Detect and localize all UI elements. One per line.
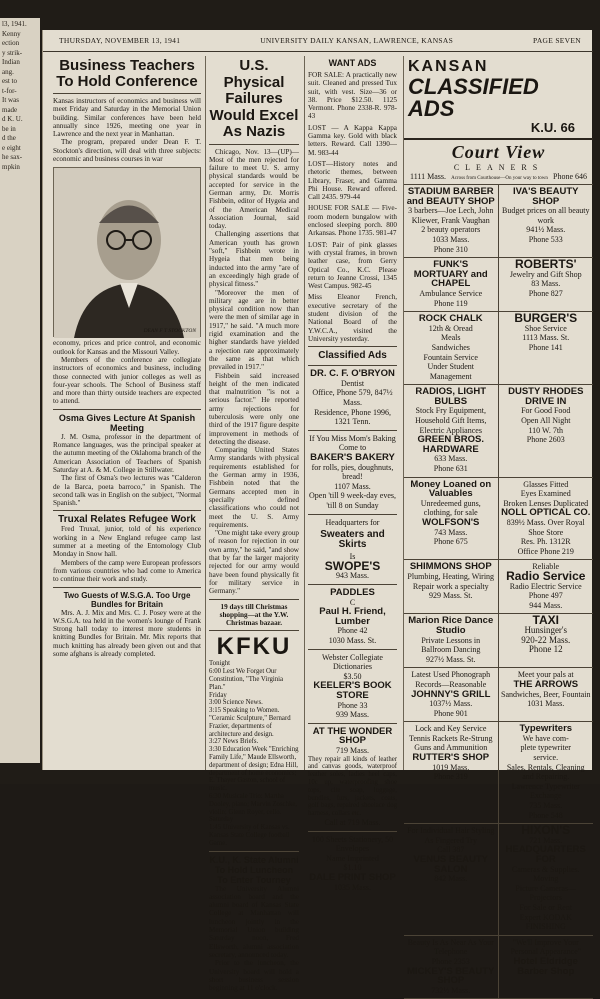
- portrait-illustration: [54, 168, 200, 338]
- christmas-notice: 19 days till Christmas shopping—at the Y.W. Christmas bazaar.: [219, 602, 289, 628]
- ad-rock: [404, 312, 499, 385]
- ad-line: Phone 631: [433, 464, 468, 474]
- ad-line: Hunsinger's: [524, 624, 568, 635]
- ad-bakers-bakery: [308, 434, 397, 511]
- body-text: Prior to the luncheon, the University board will hold a short business session beginning at 11 o'clock.: [209, 959, 299, 993]
- ad-paddles: [308, 588, 397, 646]
- ad-line: As Fingered Try: [424, 835, 477, 845]
- want-ads-list: [308, 71, 397, 343]
- ad-line: 927½ Mass. St.: [425, 654, 476, 664]
- want-ad-item: FOR SALE: A practically new suit. Cleaned and pressed Tux suit, with vest. Size—36 or 38. Price $12.50. 1125 Vermont. Phone 2338-R. 978-43: [308, 71, 397, 121]
- ad-line: AT THE WONDER SHOP: [312, 725, 393, 747]
- ad-venus: [404, 824, 499, 936]
- ad-line: 1037½ Mass.: [429, 699, 473, 709]
- strip-text: Indian: [2, 58, 20, 66]
- ad-line: Typewriters: [519, 723, 573, 735]
- ad-line: 12th & Oread: [428, 323, 473, 333]
- ad-line: Is: [349, 552, 356, 562]
- ad-line: Phone 901: [433, 708, 468, 718]
- body-text: Kansas instructors of economics and business will meet Friday and Saturday in the Memorial Union building. Similar conferences have been held annually since 1926, meeting one year in Lawrence and the next year in Manhattan.: [53, 97, 201, 139]
- news-and-wantads-column: [205, 56, 400, 993]
- ad-line: Phone 319: [433, 772, 468, 782]
- ad-reliable: [499, 560, 594, 614]
- ad-line: TAXI: [532, 613, 559, 628]
- ad-line: 943 Mass.: [336, 571, 369, 581]
- ad-line: $1.10: [343, 863, 362, 873]
- strip-text: made: [2, 105, 18, 114]
- ad-line: Phone 2353: [431, 956, 470, 966]
- ad-line: FUNK'S MORTUARY and CHAPEL: [413, 259, 488, 290]
- ad-line: VENUS BEAUTY SALON: [413, 854, 488, 875]
- ad-line: JOHNNY'S GRILL: [411, 688, 491, 700]
- header-date: THURSDAY, NOVEMBER 13, 1941: [59, 36, 181, 45]
- ad-line: HIXON'S: [521, 823, 571, 838]
- ad-line: 944 Mass.: [529, 600, 563, 610]
- ad-line: Open All Night: [521, 416, 571, 426]
- ad-line: ROCK CHALK: [418, 313, 483, 325]
- ad-marion: [404, 614, 499, 668]
- ad-line: 83 Mass.: [531, 279, 561, 289]
- ad-line: Phone 2603: [526, 435, 565, 445]
- ad-line: 1113 Mass. St.: [522, 333, 570, 343]
- want-ads-title: WANT ADS: [328, 58, 377, 68]
- ad-line: Phone 497: [528, 591, 563, 601]
- ad-line: Money Loaned on Valuables: [410, 478, 492, 500]
- ad-line: Ambulance Service: [419, 288, 483, 298]
- body-text: Challenging assertions that American youth has grown "soft," Fishbein wrote in Hygeia that men being inducted into the army "are of an exceedingly high grade of physical fitness.": [209, 230, 299, 289]
- want-ad-item: LOST — A Kappa Kappa Gamma key. Gold with black letters. Reward. Call 1390—M. 983-44: [308, 123, 397, 157]
- ad-line: 719 Mass.: [336, 745, 369, 755]
- body-text: The first of Osma's two lectures was "Calderon de la Barca, poeta barroco," in Spanish. The second talk was in English on the subject, "Normal Spanish.": [53, 474, 201, 508]
- ad-line: Open 'till 9 week-day eves,: [309, 491, 396, 501]
- ad-line: Phone 141: [528, 342, 563, 352]
- ad-line: 1030 Mass. St.: [328, 636, 377, 646]
- ad-noll: [499, 478, 594, 561]
- ad-line: $3.50: [343, 671, 362, 681]
- ad-dale-print-shop: [308, 835, 397, 893]
- ad-line: 743 Mass.: [434, 527, 468, 537]
- ad-line: 3 barbers—Joe Lech, John Kliewer, Frank Vaughan: [408, 206, 494, 225]
- news-column-left: [53, 56, 201, 770]
- headline-alumni-luncheon: K.U., K. State Alumni To Hold Luncheon To Enter Tourney: [209, 854, 299, 885]
- ad-line: Paul H. Friend, Lumber: [319, 606, 386, 627]
- body-text: economy, prices and price control, and economic outlook for Kansas and the Missouri Valley.: [53, 339, 201, 356]
- ad-line: Phone 42: [337, 626, 368, 636]
- ad-line: 100 Sheets Stationery, 50 Envelopes: [311, 834, 394, 854]
- ad-line: CLEANERS: [453, 163, 544, 172]
- ad-line: Hotel Eldridge Barber Shop: [513, 955, 578, 977]
- body-text: J. M. Osma, professor in the department of Romance languages, was the principal speaker at the autumn meeting of the Oklahoma branch of the American Association of Teachers of Spanish Saturday at A. & M. College in Stillwater.: [53, 432, 201, 474]
- photo-caption: DEAN F T STOCKTON: [143, 328, 196, 335]
- ad-line: Shoe Service: [524, 323, 567, 333]
- kansan-label: KANSAN: [408, 58, 489, 75]
- ad-line: Res. Ph. 1312R: [520, 537, 571, 547]
- want-ad-item: Miss Eleanor French, executive secretary of the student division of the National Board of the Y.W.C.A., visited the University yesterday.: [308, 293, 397, 343]
- ad-line: Radio Service: [506, 568, 586, 583]
- ad-dusty: [499, 385, 594, 477]
- ad-stadium: [404, 185, 499, 258]
- ad-ivas: [499, 185, 594, 258]
- ad-hixons: [499, 824, 594, 936]
- ad-line: Court View: [451, 142, 546, 162]
- ad-line: IVA'S BEAUTY SHOP: [513, 186, 579, 207]
- ad-line: Guns and Ammunition: [414, 743, 488, 753]
- ad-line: Jewelry and Gift Shop: [509, 269, 582, 279]
- want-ad-item: LOST—History notes and rhetoric themes, between Library, Fraser, and Gamma Phi House. Reward offered. Call 2435. 979-44: [308, 159, 397, 202]
- ad-line: Repair work a specialty: [412, 581, 489, 591]
- classified-label: CLASSIFIED ADS: [408, 74, 539, 121]
- ad-line: ROBERTS': [514, 257, 577, 272]
- ad-radios: [404, 385, 499, 477]
- ad-money: [404, 478, 499, 561]
- ad-taxi: [499, 614, 594, 668]
- ad-latest: [404, 668, 499, 722]
- ad-line: DALE PRINT SHOP: [309, 871, 396, 883]
- strip-text: mpkin: [2, 162, 20, 171]
- body-text: The program, prepared under Dean F. T. Stockton's direction, will deal with three subjects: economic and business courses in war: [53, 138, 201, 164]
- ad-line: Across from Courthouse—On your way to town: [451, 176, 548, 181]
- ad-line: Broken Lenses Duplicated: [503, 498, 589, 508]
- ad-line: Picture Cameras—Projectors: [515, 883, 577, 903]
- kfku-title: KFKU: [216, 633, 292, 661]
- ad-line: WOLFSON'S: [422, 517, 480, 528]
- ad-line: Unredeemed guns, clothing, for sale: [420, 498, 481, 518]
- ad-typewriters: [499, 722, 594, 824]
- ad-line: For Individual Hair Styling: [407, 826, 495, 836]
- ad-line: BURGER'S: [514, 311, 578, 326]
- ad-line: Fountain Service: [423, 352, 478, 362]
- ad-line: 2 beauty operators: [421, 225, 481, 235]
- headline-business-teachers: Business Teachers To Hold Conference: [56, 57, 198, 90]
- strip-text: d the: [2, 134, 16, 142]
- headline-physical-failures: U.S. Physical Failures Would Excel As Nazis: [209, 57, 299, 140]
- ad-hotel: [499, 936, 594, 999]
- ad-line: for rolls, pies, doughnuts, bread!: [311, 462, 394, 482]
- want-ad-item: HOUSE FOR SALE — Five-room modern bungalow with enclosed sleeping porch. 800 Arkansas. Phone 1735. 981-47: [308, 204, 397, 238]
- body-text: Chicago, Nov. 13—(UP)—Most of the men rejected for failure to meet U. S. army physical standards would be accepted for service in the German army, Dr. Morris Fishbein, editor of Hygeia and of the American Medical Association Journal, said today.: [209, 147, 299, 231]
- newspaper-page: [42, 30, 592, 995]
- body-text: Members of the camp were European professors from various countries who had come to America to continue their work and study.: [53, 558, 201, 584]
- classified-grid: [404, 185, 593, 999]
- ad-line: Sandwiches, Beer, Fountain: [501, 689, 591, 699]
- ad-line: We have com-: [522, 733, 569, 743]
- strip-text: ection: [2, 39, 20, 47]
- classified-ads-title: Classified Ads: [318, 350, 387, 362]
- ad-line: 941½ Mass.: [526, 225, 566, 235]
- ad-court-view-cleaners: [404, 140, 593, 185]
- ad-line: Phone 119: [433, 298, 468, 308]
- want-ad-item: LOST: Pair of pink glasses with crystal frames, in brown leather case, from Gerry Optical Co., K.C. Please return to Jeanne Crossi, 1345 West Campus. 982-45: [308, 240, 397, 291]
- ad-line: SWOPE'S: [324, 558, 381, 573]
- ku-phone: K.U. 66: [530, 120, 575, 135]
- ad-line: Phone 33: [337, 700, 368, 710]
- strip-text: l3, 1941.: [2, 20, 27, 28]
- ad-burgers: [499, 312, 594, 385]
- ad-line: Tennis Rackets Re-Strung: [409, 733, 493, 743]
- header-masthead: UNIVERSITY DAILY KANSAN, LAWRENCE, KANSAS: [260, 36, 454, 45]
- ad-line: Webster Collegiate Dictionaries: [322, 652, 383, 672]
- ad-line: Residence, Phone 1996, 1321 Tenn.: [314, 407, 391, 427]
- ad-line: Phone 533: [528, 234, 563, 244]
- ad-roberts: [499, 258, 594, 312]
- ad-line: Reliable: [532, 562, 560, 572]
- strip-text: ang.: [2, 67, 14, 76]
- ad-line: PADDLES: [330, 587, 375, 599]
- ad-line: 1107 Mass.: [334, 481, 371, 491]
- strip-text: t-for-: [2, 86, 17, 95]
- headline-wsga: Two Guests of W.S.G.A. Too Urge Bundles for Britain: [63, 590, 191, 609]
- ad-line: 842 Mass.: [434, 874, 468, 884]
- ad-line: 721 Mass.: [529, 835, 563, 845]
- ad-line: Sales, Rentals, Cleaning and Repairing.: [506, 762, 585, 782]
- ad-line: 735 Mass.: [529, 801, 563, 811]
- ad-line: Private Lessons in Ballroom Dancing: [421, 635, 481, 655]
- ad-line: GREEN BROS. HARDWARE: [417, 434, 484, 455]
- ad-line: DR. C. F. O'BRYON: [310, 368, 395, 380]
- strip-text: y strik-: [2, 48, 23, 57]
- ad-line: Radio Electric Service: [509, 581, 582, 591]
- ad-line: Beauty Is As Near As Your Telephone: [407, 937, 494, 957]
- ad-line: RADIOS, LIGHT BULBS: [415, 386, 487, 407]
- strip-text: d K. U.: [2, 115, 23, 123]
- ad-line: Sandwiches: [431, 342, 470, 352]
- kansan-classified-section: [403, 56, 593, 995]
- ad-line: Lock and Key Service: [415, 724, 487, 734]
- header-page: PAGE SEVEN: [533, 36, 581, 45]
- strip-text: be in: [2, 124, 16, 133]
- ad-line: Call at 719 Mass.: [324, 817, 381, 827]
- ad-line: plete typewriter: [520, 743, 571, 753]
- ad-line: Office, Phone 579, 847½ Mass.: [312, 388, 393, 407]
- ad-line: Cameras & Supplies. Moving: [511, 864, 580, 884]
- ad-line: Plumbing, Heating, Wiring: [407, 571, 495, 581]
- ad-swopes: [308, 518, 397, 582]
- ad-line: Phone 827: [528, 288, 563, 298]
- body-text: Fred Truxal, junior, told of his experience working in a New England refugee camp last summer at a meeting of the Entomology Club Monday in Snow hall.: [53, 525, 201, 559]
- ad-line: 110 W. 7th: [528, 425, 564, 435]
- ad-arrows: [499, 668, 594, 722]
- ad-keelers-book-store: [308, 653, 397, 720]
- want-ads-column: [304, 56, 400, 892]
- body-text: Fishbein said increased height of the men indicated that malnutrition "is not a serious factor." He reported army rejections for tuberculosis were only one third of the 1917 figure despite improvement in methods of detecting the disease.: [209, 371, 299, 446]
- ad-line: They repair all kinds of leather and canvas goods, waterproof leather soles, ladies heel caps, 10c up, waterproofing shoe tops, cite soap, luggage, bundles, furs, jackets, coats, golf bags, repaired shoelace dog harness, collars etc.: [308, 755, 397, 818]
- ad-line: Phone 310: [433, 244, 468, 254]
- ad-lock: [404, 722, 499, 824]
- ad-line: Marion Rice Dance Studio: [408, 615, 494, 636]
- ad-line: For Sale or Rent: [519, 902, 573, 912]
- ad-line: Call 387: [437, 845, 465, 855]
- ad-line: 839½ Mass. Over Royal Shoe Store: [506, 518, 585, 537]
- ad-line: MICKEY'S BEAUTY SHOP: [407, 965, 495, 987]
- ad-line: THE ARROWS: [513, 678, 579, 690]
- page-header: [43, 30, 593, 52]
- ad-line: 1111 Mass.: [410, 172, 446, 181]
- body-text: Members of the conference are collegiate instructors of economics and business, including those connected with junior colleges as well as four-year schools. The School of Business staff and more than thirty outside teachers are expected to attend.: [53, 355, 201, 406]
- ad-line: Meals: [440, 333, 461, 343]
- ad-line: BAKER'S BAKERY: [310, 451, 395, 463]
- ad-line: 920-22 Mass.: [521, 634, 571, 645]
- ad-line: Latest Used Phonograph Records—Reasonable: [411, 670, 491, 689]
- ad-line: Under Student Management: [427, 362, 474, 381]
- kfku-schedule: Tonight 6:00 Lest We Forget Our Constitution, "The Virginia Plan." Friday 3:00 Science News. 3:15 Speaking to Women. "Ceramic Sculpture," Bernard Frazier, departments of architecture and design. 3:27 News Briefs. 3:30 Education Week "Enriching Family Life," Maude Ellsworth, department of design; Edna Hill, department of home economics; E. Thayer Gaston, school of music. 6:30 Musicale Trio: Martha Dooley, piano; Marvin Zoschke, violin; Glenn Royer, cello. Saturday 1:45 University of Kansas vs. Kansas State College football Game.: [209, 660, 299, 847]
- ad-line: Phone 548: [528, 810, 563, 820]
- ad-line: Phone 675: [433, 537, 468, 547]
- classified-banner: [404, 56, 593, 140]
- ad-line: Headquarters for: [325, 517, 380, 527]
- ad-mickey: [404, 936, 499, 999]
- ad-line: C: [349, 597, 356, 607]
- strip-text: Kenny: [2, 29, 21, 38]
- ad-line: Budget prices on all beauty work: [501, 206, 590, 225]
- news-column-center: [206, 56, 302, 993]
- ad-line: 929 Mass. St.: [428, 591, 473, 601]
- ad-line: Lawrence Typewriter Exchange: [511, 781, 580, 801]
- ad-line: Sweaters and Skirts: [320, 529, 385, 550]
- ad-line: "We'll Improve Your Personal Appearance": [510, 937, 582, 957]
- body-text: The University Alumni association board and the alumni board of Kansas State College at Manhattan will luncheon jointly in the Memorial Union building Saturday noon, Fred Ellsworth, alumni association secretary, announced today.: [209, 884, 299, 959]
- ad-line: For Good Food: [521, 406, 571, 416]
- ad-line: Stock Fry Equipment, Household Gift Items, Electric Appliances: [415, 406, 487, 435]
- ad-line: 732½ Mass.: [431, 985, 471, 995]
- ad-line: NOLL OPTICAL CO.: [501, 507, 591, 519]
- ad-line: KEELER'S BOOK STORE: [313, 680, 392, 702]
- ad-line: 1031 Mass.: [527, 699, 565, 709]
- ad-line: Glasses Fitted: [523, 479, 569, 489]
- strip-text: he sax-: [2, 153, 23, 161]
- adjacent-page-strip: [0, 18, 40, 763]
- ad-line: If You Miss Mom's Baking Come to: [309, 433, 396, 453]
- ad-line: RUTTER'S SHOP: [412, 752, 490, 764]
- portrait-photo: [53, 167, 201, 337]
- body-text: "Moreover the men of military age are in better physical condition now than were the men of similar age in 1917," he said. "A much more rigid examination and the higher standards have yielded a rejection rate approximately the same as that which prevailed in 1917.": [209, 288, 299, 372]
- ad-line: Dentist: [340, 378, 365, 388]
- headline-truxal: Truxal Relates Refugee Work: [58, 514, 196, 526]
- ad-line: HEADQUARTERS FOR: [505, 844, 586, 865]
- ad-line: Office Phone 219: [517, 546, 574, 556]
- ad-line: Phone 646: [553, 172, 587, 181]
- ad-line: service.: [533, 753, 559, 763]
- strip-text: It was: [2, 96, 19, 104]
- strip-text: e eight: [2, 143, 21, 152]
- ad-wonder-shop: [308, 727, 397, 828]
- body-text: Mrs. A. J. Mix and Mrs. C. J. Posey were at the W.S.G.A. tea held in the women's lounge of Frank Strong hall today to interest more students in knitting Bundles for Britain. Mr. Mix reports that much knitting has already been given out and that some afghans is already completed.: [53, 608, 201, 658]
- headline-osma: Osma Gives Lecture At Spanish Meeting: [58, 412, 196, 433]
- ad-line: 1019 Mass.: [432, 762, 470, 772]
- body-text: Comparing United States Army standards with physical requirements established for the German army in 1936, Fishbein noted that the Germans accepted men in specially defined classifications who could not meet the U. S. Army requirements.: [209, 446, 299, 529]
- ad-line: 939 Mass.: [336, 710, 369, 720]
- ad-line: SHIMMONS SHOP: [409, 561, 492, 573]
- ad-line: 633 Mass.: [434, 454, 468, 464]
- ad-dentist: [308, 369, 397, 427]
- ad-line: Eyes Examined: [520, 489, 571, 499]
- ad-shimmons: [404, 560, 499, 614]
- ad-line: STADIUM BARBER and BEAUTY SHOP: [406, 186, 495, 207]
- ad-line: DUSTY RHODES DRIVE IN: [508, 386, 584, 407]
- ad-funks: [404, 258, 499, 312]
- ad-line: Expert KODAK FINISHING: [519, 912, 572, 932]
- ad-line: Meet your pals at: [517, 670, 574, 680]
- ad-line: 1035 Mass.: [334, 882, 371, 892]
- ad-line: Phone 12: [528, 644, 563, 655]
- body-text: "One might take every group of reason for rejection in our own army," he said, "and show that by far the larger majority rejected for our army would have been found physically fit for military service in Germany.": [209, 529, 299, 596]
- ad-line: 1033 Mass.: [432, 234, 470, 244]
- ad-line: 'till 8 on Sunday: [326, 500, 379, 510]
- ad-line: Name Imprinted: [326, 853, 379, 863]
- strip-text: est to: [2, 77, 17, 85]
